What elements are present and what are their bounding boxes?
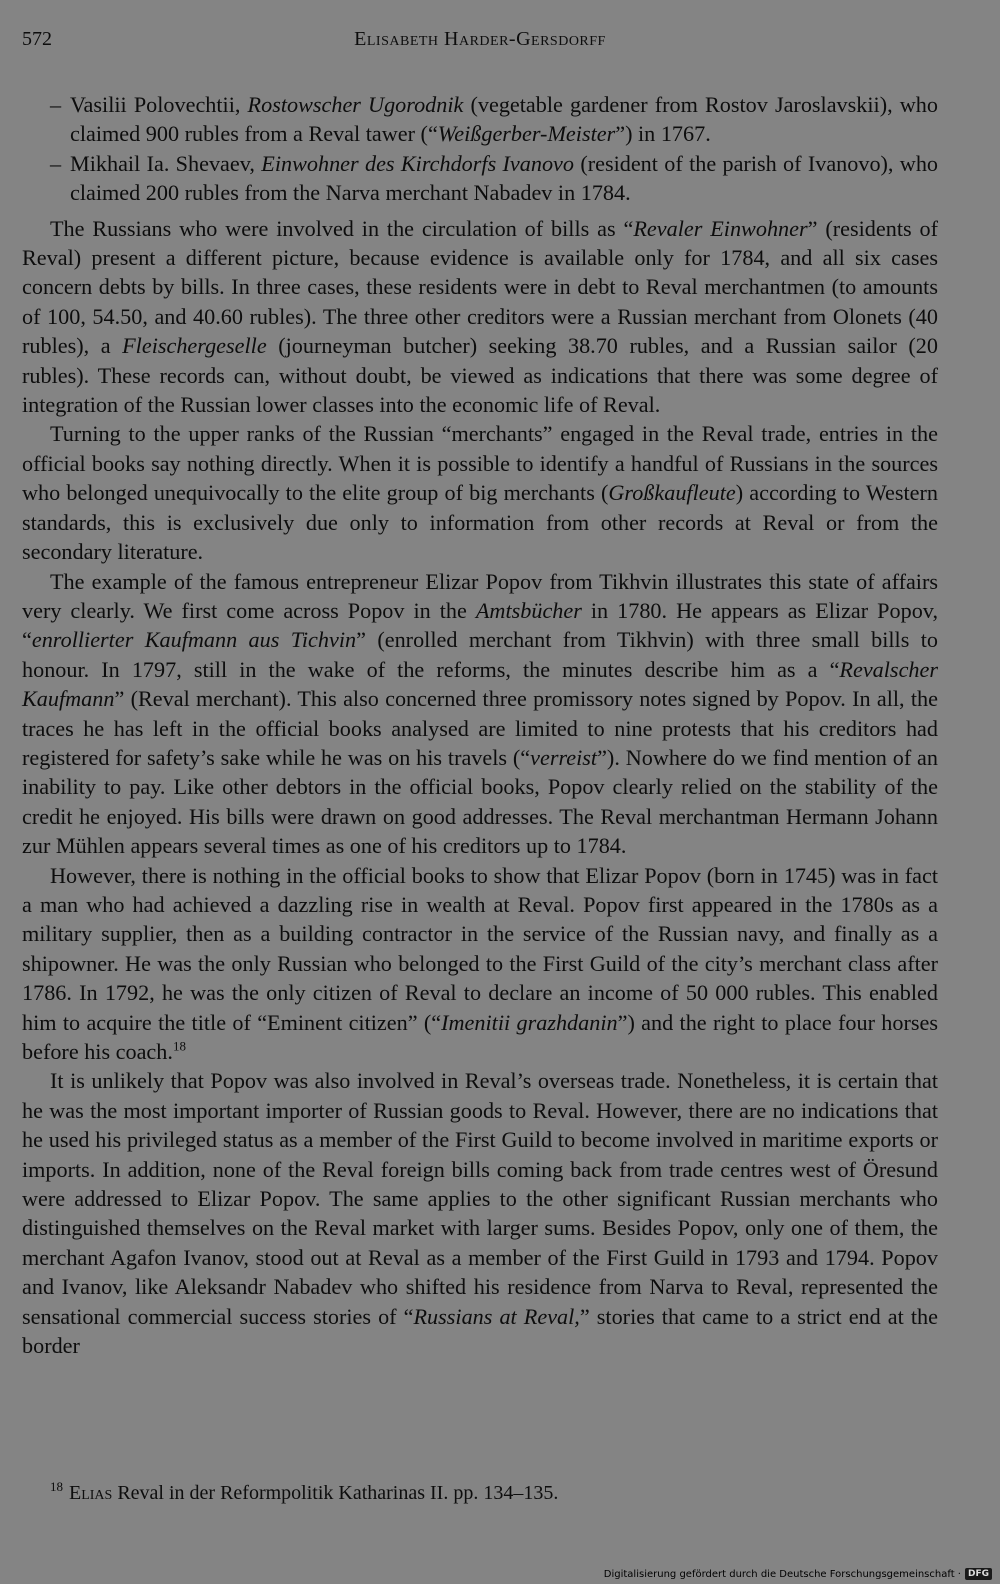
text-run: ” (enrolled merchant from Tikhvin) with three small bills to honour. In 1797, still in the wake of the reforms, the minutes describe him as a “	[22, 627, 939, 682]
digitization-credit	[604, 1568, 992, 1580]
text-run: ” (residents of Reval) present a different picture, because evidence is available only for 1784, and all six cases concern debts by bills. In three cases, these residents were in debt to Reval merchantmen (to amounts of 100, 54.50, and 40.60 rubles). The three other creditors were a Russian merchant from Olonets (40 rubles), a	[22, 215, 938, 359]
text-run: ”) and the right to place four horses before his coach.	[22, 1009, 938, 1064]
italic-term: Amtsbücher	[475, 597, 582, 623]
list-dash: –	[50, 150, 62, 176]
page-header	[22, 28, 938, 58]
list-item	[22, 149, 938, 208]
text-run: (journeyman butcher) seeking 38.70 rubles, and a Russian sailor (20 rubles). These records can, without doubt, be viewed as indications that there was some degree of integration of the Russian lower classes into the economic life of Reval.	[22, 333, 938, 418]
list-item-text	[70, 151, 938, 205]
list-dash: –	[50, 92, 62, 117]
page-number: 572	[22, 28, 52, 50]
text-run: (resident of the parish of Ivanovo), who claimed 200 rubles from the Narva merchant Nabadev in 1784.	[70, 150, 939, 206]
text-run: Vasilii Polovechtii,	[70, 92, 248, 117]
paragraph	[22, 214, 938, 420]
italic-term: Rostowscher Ugorodnik	[247, 92, 464, 117]
text-run: ”) in 1767.	[615, 121, 711, 147]
list-item-text	[70, 92, 938, 146]
italic-term: verreist	[530, 744, 598, 770]
body-text	[22, 90, 938, 1360]
dfg-logo: DFG	[965, 1568, 992, 1580]
italic-term: Großkaufleute	[608, 480, 736, 506]
credit-text: Digitalisierung gefördert durch die Deutsche Forschungsgemeinschaft ·	[603, 1568, 961, 1580]
italic-term: Einwohner des Kirchdorfs Ivanovo	[261, 150, 574, 176]
dash-list	[22, 90, 938, 208]
footnote-text: Reval in der Reformpolitik Katharinas II. pp. 134–135.	[112, 1482, 559, 1504]
running-head: Elisabeth Harder-Gersdorff	[354, 28, 606, 50]
text-run: Mikhail Ia. Shevaev,	[70, 150, 262, 176]
footnote-ref: 18	[172, 1038, 186, 1054]
italic-term: Revalscher Kaufmann	[22, 656, 938, 712]
italic-term: Imenitii grazhdanin	[441, 1009, 618, 1035]
text-run: However, there is nothing in the official books to show that Elizar Popov (born in 1745) was in fact a man who had achieved a dazzling rise in wealth at Reval. Popov first appeared in the 1780s as a military supplier, then as a building contractor in the service of the Russian navy, and finally as a shipowner. He was the only Russian who belonged to the First Guild of the city’s merchant class after 1786. In 1792, he was the only citizen of Reval to declare an income of 50 000 rubles. This enabled him to acquire the title of “Eminent citizen” (“	[22, 862, 938, 1035]
text-run: The Russians who were involved in the circulation of bills as “	[50, 215, 634, 241]
text-run: Turning to the upper ranks of the Russian “merchants” engaged in the Reval trade, entries in the official books say nothing directly. When it is possible to identify a handful of Russians in the sources who belonged unequivocally to the elite group of big merchants (	[22, 421, 938, 506]
text-run: ” (Reval merchant). This also concerned three promissory notes signed by Popov. In all, the traces he has left in the official books analysed are limited to nine protests that his creditors had registered for safety’s sake while he was on his travels (“	[22, 686, 938, 770]
footnote-number: 18	[50, 1479, 63, 1495]
footnote	[50, 1480, 930, 1506]
paragraph	[22, 567, 938, 861]
text-run: The example of the famous entrepreneur Elizar Popov from Tikhvin illustrates this state of affairs very clearly. We first come across Popov in the	[22, 568, 938, 623]
text-run: ”). Nowhere do we find mention of an inability to pay. Like other debtors in the official books, Popov clearly relied on the stability of the credit he enjoyed. His bills were drawn on good addresses. The Reval merchantman Hermann Johann zur Mühlen appears several times as one of his creditors up to 1784.	[22, 744, 938, 859]
text-run: It is unlikely that Popov was also involved in Reval’s overseas trade. Nonetheless, it is certain that he was the most important importer of Russian goods to Reval. However, there are no indications that he used his privileged status as a member of the First Guild to become involved in maritime exports or imports. In addition, none of the Reval foreign bills coming back from trade centres west of Öresund were addressed to Elizar Popov. The same applies to the other significant Russian merchants who distinguished themselves on the Reval market with larger sums. Besides Popov, only one of them, the merchant Agafon Ivanov, stood out at Reval as a member of the First Guild in 1793 and 1794. Popov and Ivanov, like Aleksandr Nabadev who shifted his residence from Narva to Reval, represented the sensational commercial success stories of “	[22, 1068, 938, 1329]
italic-term: Weißgerber-Meister	[437, 121, 616, 147]
list-item	[22, 90, 938, 149]
italic-term: Revaler Einwohner	[633, 215, 808, 241]
page	[22, 0, 938, 1584]
italic-term: enrollierter Kaufmann aus Tichvin	[31, 627, 357, 653]
text-run: ” stories that came to a strict end at the border	[22, 1303, 938, 1359]
italic-term: Russians at Reval,	[413, 1303, 580, 1329]
footnote-author: Elias	[69, 1482, 113, 1504]
italic-term: Fleischergeselle	[122, 333, 267, 359]
paragraph	[22, 419, 938, 566]
paragraph	[22, 1066, 938, 1360]
paragraph	[22, 861, 938, 1067]
text-run: ) according to Western standards, this is exclusively due only to information from other records at Reval or from the secondary literature.	[22, 480, 939, 565]
text-run: (vegetable gardener from Rostov Jaroslavskii), who claimed 900 rubles from a Reval tawer (“	[70, 92, 938, 147]
text-run: in 1780. He appears as Elizar Popov, “	[22, 597, 938, 653]
